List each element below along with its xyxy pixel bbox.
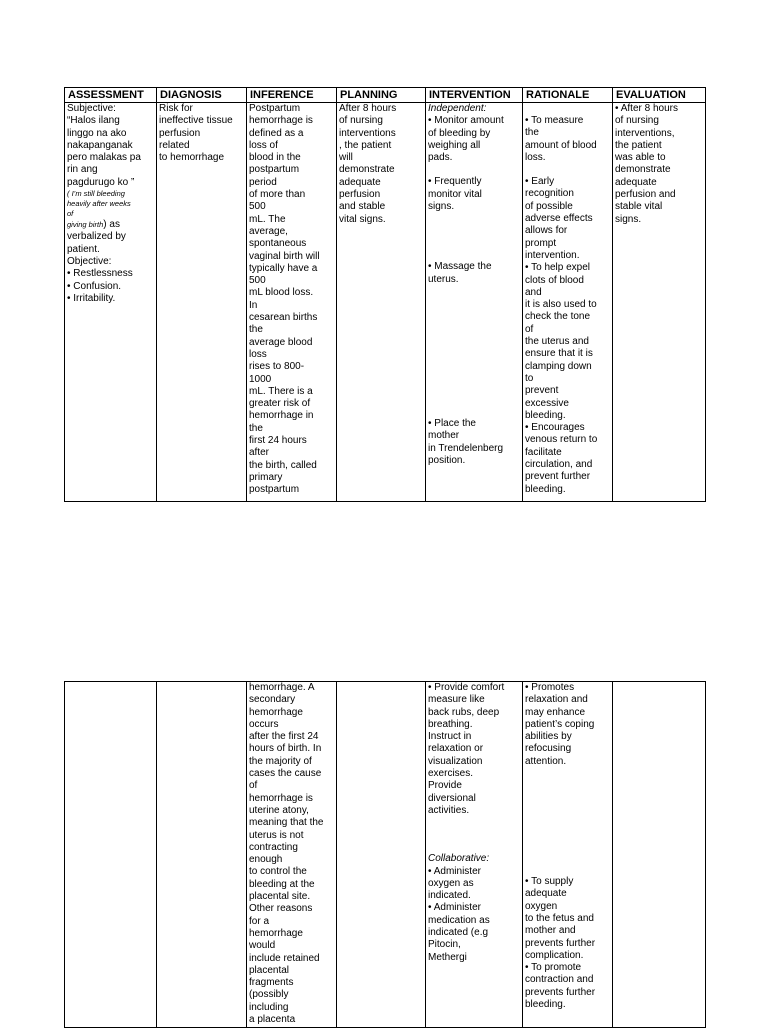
header-evaluation: EVALUATION <box>613 88 706 103</box>
intervention-line: diversional <box>428 792 476 804</box>
rationale-line: circulation, and <box>525 459 593 471</box>
rationale-line: the uterus and <box>525 336 589 348</box>
inference-line: postpartum <box>249 484 300 496</box>
quote-line: pagdurugo ko ” <box>67 176 135 188</box>
intervention-line: exercises. <box>428 768 474 780</box>
inference-line: of more than <box>249 189 306 201</box>
care-plan-table-page1 <box>64 87 706 502</box>
header-assessment: ASSESSMENT <box>65 88 157 103</box>
rationale-line: • To measure <box>525 115 584 126</box>
inference-line: loss of <box>249 139 278 151</box>
inference-line: including <box>249 1001 289 1013</box>
rationale-line: the <box>525 127 539 139</box>
inference-line: for a <box>249 915 270 927</box>
inference-cell <box>247 682 337 1028</box>
intervention-line: measure like <box>428 694 485 706</box>
intervention-cell <box>426 103 523 502</box>
rationale-line: intervention. <box>525 249 580 261</box>
objective-item: • Restlessness <box>67 268 133 280</box>
inference-line: include retained <box>249 952 320 964</box>
header-row <box>65 88 706 103</box>
diagnosis-cell <box>157 682 247 1028</box>
evaluation-line: adequate <box>615 176 657 188</box>
rationale-line: and <box>525 286 542 298</box>
header-rationale: RATIONALE <box>523 88 613 103</box>
inference-line: Postpartum <box>249 103 301 114</box>
translation-end-line <box>67 219 154 231</box>
inference-line: of <box>249 780 258 792</box>
intervention-line: Provide <box>428 780 462 792</box>
inference-line: 500 <box>249 275 266 287</box>
care-plan-table-page2 <box>64 681 706 1028</box>
rationale-line: abilities by <box>525 731 572 743</box>
rationale-line: prevents further <box>525 937 596 949</box>
planning-line: After 8 hours <box>339 103 397 114</box>
rationale-line: clots of blood <box>525 274 584 286</box>
rationale-line: bleeding. <box>525 409 566 421</box>
inference-line: In <box>249 299 258 311</box>
rationale-line: facilitate <box>525 446 562 458</box>
inference-line: mL. The <box>249 213 286 225</box>
rationale-line: • To supply <box>525 876 574 888</box>
inference-line: placental <box>249 964 290 976</box>
evaluation-line: stable vital <box>615 201 663 213</box>
rationale-line: check the tone <box>525 311 591 323</box>
inference-line: 1000 <box>249 373 272 385</box>
inference-line: enough <box>249 854 283 866</box>
header-intervention: INTERVENTION <box>426 88 523 103</box>
rationale-line: clamping down <box>525 360 592 372</box>
quote-line: “Halos ilang <box>67 115 120 127</box>
planning-cell <box>337 103 426 502</box>
intervention-line: • Administer <box>428 865 481 877</box>
inference-line: a placenta <box>249 1014 296 1026</box>
inference-line: the <box>249 422 263 434</box>
intervention-line: weighing all <box>428 139 481 151</box>
verbalized-line: patient. <box>67 243 100 255</box>
quote-line: pero malakas pa <box>67 152 141 164</box>
planning-line: demonstrate <box>339 164 395 176</box>
intervention-line: • Provide comfort <box>428 682 505 693</box>
rationale-line: relaxation and <box>525 694 588 706</box>
inference-line: average blood <box>249 336 313 348</box>
inference-line: the majority of <box>249 755 312 767</box>
quote-line: nakapanganak <box>67 139 133 151</box>
diagnosis-line: related <box>159 139 190 151</box>
intervention-line: indicated. <box>428 890 471 902</box>
rationale-line: • To promote <box>525 962 582 974</box>
evaluation-line: signs. <box>615 213 642 225</box>
inference-line: the <box>249 324 263 336</box>
rationale-line: contraction and <box>525 974 594 986</box>
planning-line: interventions <box>339 127 396 139</box>
rationale-line: bleeding. <box>525 999 566 1011</box>
rationale-line: to <box>525 372 534 384</box>
rationale-cell <box>523 682 613 1028</box>
intervention-line: • Administer <box>428 902 481 914</box>
evaluation-line: was able to <box>615 152 666 164</box>
evaluation-cell <box>613 103 706 502</box>
evaluation-line: the patient <box>615 139 662 151</box>
rationale-line: venous return to <box>525 434 598 446</box>
inference-line: rises to 800- <box>249 361 305 373</box>
inference-line: typically have a <box>249 262 318 274</box>
intervention-line: • Frequently <box>428 176 482 188</box>
objective-label: Objective: <box>67 255 112 267</box>
evaluation-line: • After 8 hours <box>615 103 678 114</box>
intervention-line: • Massage the <box>428 261 492 273</box>
inference-line: to control the <box>249 866 307 878</box>
inference-line: hemorrhage <box>249 927 303 939</box>
inference-line: occurs <box>249 718 279 730</box>
rationale-line: adverse effects <box>525 213 593 225</box>
inference-line: hours of birth. In <box>249 743 322 755</box>
inference-line: period <box>249 176 277 188</box>
assessment-cell <box>65 103 157 502</box>
intervention-line: uterus. <box>428 273 459 285</box>
verbalized-line: verbalized by <box>67 231 126 243</box>
rationale-line: allows for <box>525 225 568 237</box>
intervention-line: indicated (e.g <box>428 927 489 939</box>
planning-line: vital signs. <box>339 213 386 225</box>
inference-line: primary <box>249 471 283 483</box>
rationale-line: complication. <box>525 949 584 961</box>
inference-line: after the first 24 <box>249 731 319 743</box>
rationale-line: ensure that it is <box>525 348 593 360</box>
planning-line: of nursing <box>339 115 383 127</box>
diagnosis-line: to hemorrhage <box>159 152 225 164</box>
inference-line: 500 <box>249 201 266 213</box>
header-diagnosis: DIAGNOSIS <box>157 88 247 103</box>
translation-line: of <box>67 209 74 219</box>
intervention-line: oxygen as <box>428 877 474 889</box>
inference-line: hemorrhage is <box>249 115 313 127</box>
inference-line: would <box>249 940 276 952</box>
rationale-line: loss. <box>525 151 546 163</box>
objective-item: • Irritability. <box>67 292 116 304</box>
intervention-line: • Monitor amount <box>428 115 504 127</box>
inference-line: cesarean births <box>249 312 318 324</box>
rationale-line: bleeding. <box>525 483 566 495</box>
header-planning: PLANNING <box>337 88 426 103</box>
inference-line: meaning that the <box>249 817 324 829</box>
evaluation-line: of nursing <box>615 115 659 127</box>
independent-label: Independent: <box>428 103 487 114</box>
intervention-line: medication as <box>428 914 490 926</box>
inference-line: mL blood loss. <box>249 287 314 299</box>
intervention-line: visualization <box>428 755 483 767</box>
inference-line: defined as a <box>249 127 304 139</box>
inference-line: hemorrhage is <box>249 792 313 804</box>
inference-line: blood in the <box>249 152 301 164</box>
rationale-line: attention. <box>525 755 567 767</box>
table-row <box>65 682 706 1028</box>
rationale-line: may enhance <box>525 706 586 718</box>
planning-line: adequate <box>339 176 381 188</box>
intervention-line: mother <box>428 430 460 442</box>
inference-line: hemorrhage. A <box>249 682 315 693</box>
intervention-line: • Place the <box>428 417 476 429</box>
intervention-line: pads. <box>428 152 453 164</box>
intervention-line: Methergi <box>428 951 467 963</box>
evaluation-line: interventions, <box>615 127 675 139</box>
assessment-cell <box>65 682 157 1028</box>
rationale-cell <box>523 103 613 502</box>
evaluation-line: perfusion and <box>615 189 676 201</box>
inference-line: uterus is not <box>249 829 304 841</box>
rationale-line: to the fetus and <box>525 912 594 924</box>
inference-line: the birth, called <box>249 459 317 471</box>
header-inference: INFERENCE <box>247 88 337 103</box>
quote-line: rin ang <box>67 164 98 176</box>
rationale-line: patient’s coping <box>525 718 595 730</box>
translation-line: ( I’m still bleeding <box>67 189 125 199</box>
inference-line: hemorrhage <box>249 706 303 718</box>
quote-line: linggo na ako <box>67 127 127 139</box>
intervention-line: Pitocin, <box>428 939 461 951</box>
planning-cell <box>337 682 426 1028</box>
intervention-line: Instruct in <box>428 731 472 743</box>
inference-line: hemorrhage in <box>249 410 314 422</box>
inference-line: postpartum <box>249 164 300 176</box>
as-suffix: ) as <box>103 219 120 231</box>
inference-line: vaginal birth will <box>249 250 320 262</box>
intervention-line: activities. <box>428 804 470 816</box>
inference-line: uterine atony, <box>249 804 309 816</box>
diagnosis-line: ineffective tissue <box>159 115 233 127</box>
inference-line: Other reasons <box>249 903 313 915</box>
rationale-line: prevent <box>525 385 559 397</box>
intervention-line: signs. <box>428 201 455 213</box>
intervention-cell <box>426 682 523 1028</box>
rationale-line: amount of blood <box>525 139 597 151</box>
planning-line: perfusion <box>339 189 381 201</box>
intervention-line: position. <box>428 454 466 466</box>
rationale-line: adequate <box>525 888 567 900</box>
diagnosis-line: perfusion <box>159 127 201 139</box>
inference-line: fragments <box>249 977 294 989</box>
inference-line: greater risk of <box>249 398 311 410</box>
objective-item: • Confusion. <box>67 280 122 292</box>
intervention-line: of bleeding by <box>428 127 491 139</box>
inference-line: (possibly <box>249 989 289 1001</box>
rationale-line: prevents further <box>525 986 596 998</box>
inference-line: contracting <box>249 841 298 853</box>
inference-line: first 24 hours <box>249 435 307 447</box>
intervention-line: back rubs, deep <box>428 706 500 718</box>
rationale-line: it is also used to <box>525 299 597 311</box>
rationale-line: refocusing <box>525 743 572 755</box>
intervention-line: breathing. <box>428 718 473 730</box>
rationale-line: prompt <box>525 237 557 249</box>
inference-line: secondary <box>249 694 296 706</box>
rationale-line: • Promotes <box>525 682 575 693</box>
inference-line: bleeding at the <box>249 878 315 890</box>
planning-line: and stable <box>339 201 386 213</box>
intervention-line: monitor vital <box>428 188 482 200</box>
subjective-label: Subjective: <box>67 103 116 114</box>
rationale-line: • Early <box>525 176 555 188</box>
rationale-line: • To help expel <box>525 262 591 274</box>
rationale-line: oxygen <box>525 900 558 912</box>
diagnosis-line: Risk for <box>159 103 193 114</box>
inference-line: cases the cause <box>249 768 322 780</box>
evaluation-cell <box>613 682 706 1028</box>
inference-line: loss <box>249 348 267 360</box>
rationale-line: prevent further <box>525 471 591 483</box>
inference-line: spontaneous <box>249 238 307 250</box>
intervention-line: relaxation or <box>428 743 484 755</box>
rationale-line: mother and <box>525 925 576 937</box>
planning-line: will <box>339 152 353 164</box>
collaborative-label: Collaborative: <box>428 853 490 865</box>
translation-line: giving birth <box>67 220 104 230</box>
planning-line: , the patient <box>339 139 392 151</box>
evaluation-line: demonstrate <box>615 164 671 176</box>
intervention-line: in Trendelenberg <box>428 442 504 454</box>
rationale-line: of <box>525 323 534 335</box>
rationale-line: recognition <box>525 188 574 200</box>
rationale-line: • Encourages <box>525 422 585 434</box>
inference-line: after <box>249 447 270 459</box>
inference-line: placental site. <box>249 891 311 903</box>
inference-cell <box>247 103 337 502</box>
rationale-line: excessive <box>525 397 569 409</box>
table-row <box>65 103 706 502</box>
rationale-line: of possible <box>525 200 573 212</box>
inference-line: average, <box>249 225 288 237</box>
translation-line: heavily after weeks <box>67 199 131 209</box>
diagnosis-cell <box>157 103 247 502</box>
inference-line: mL. There is a <box>249 385 313 397</box>
